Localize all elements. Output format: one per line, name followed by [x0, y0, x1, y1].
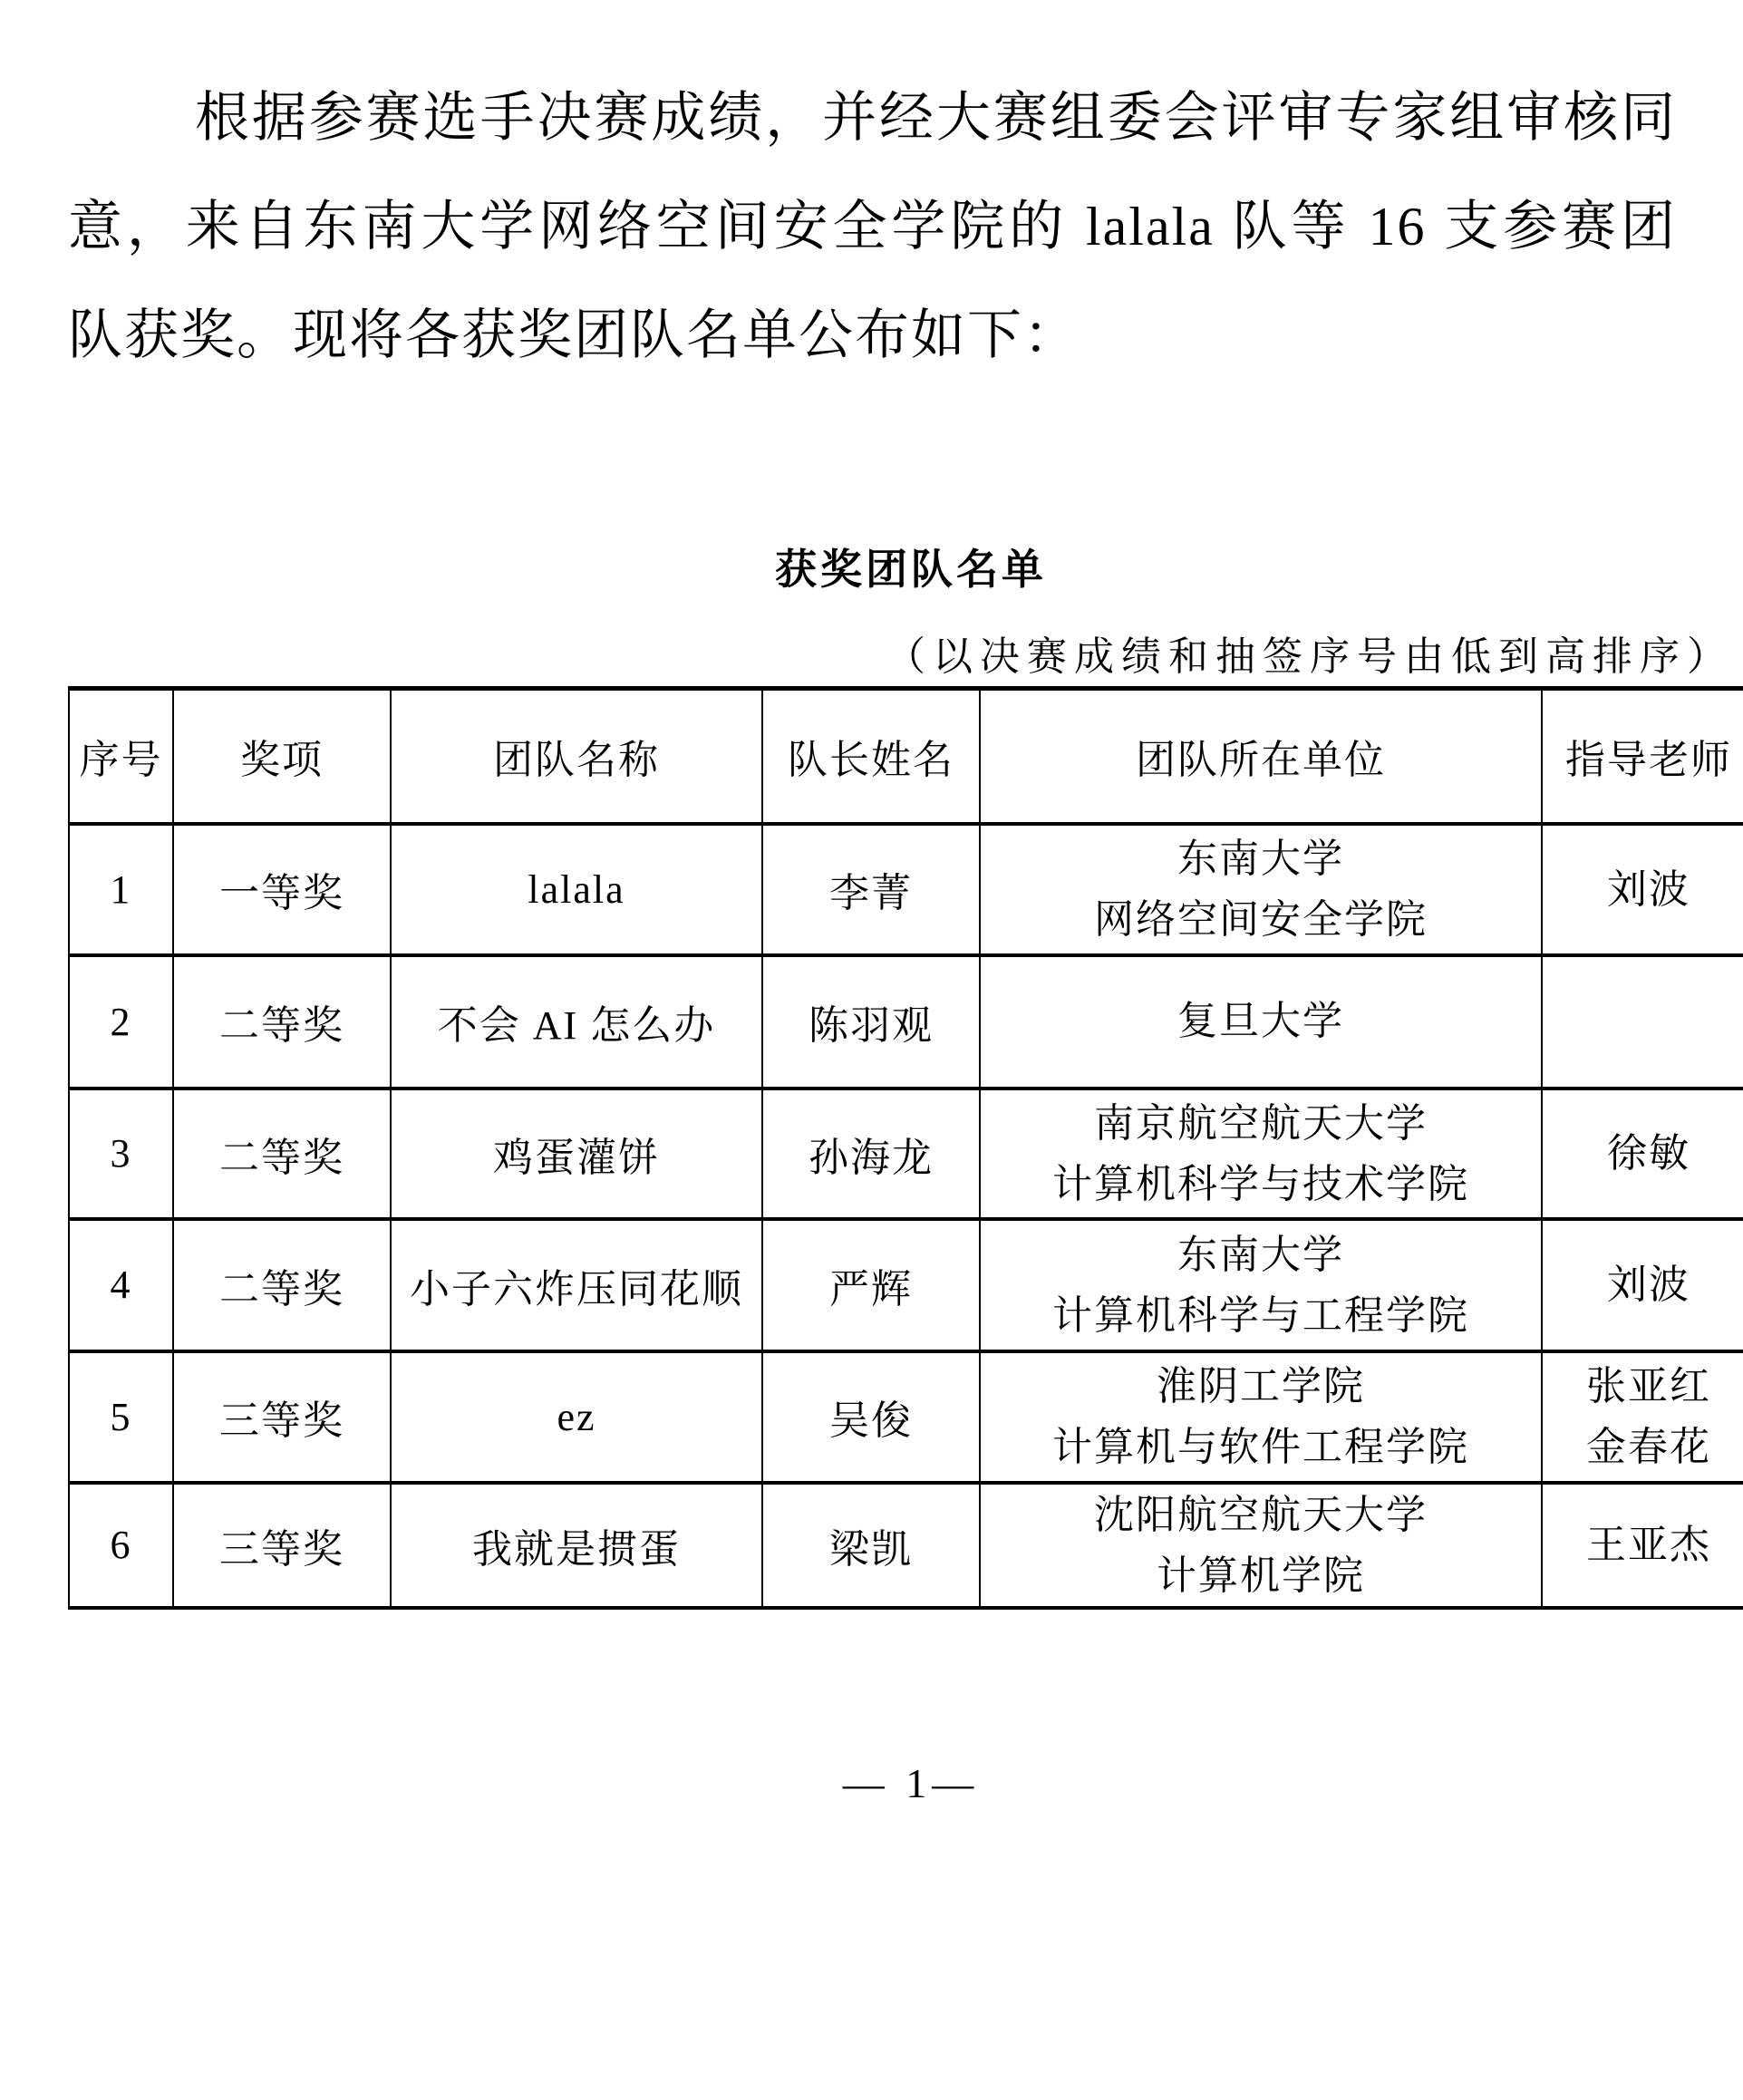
unit-line-2: 计算机科学与技术学院 — [1052, 1161, 1469, 1206]
unit-cell — [980, 1483, 1542, 1608]
table-row-4 — [69, 1219, 1743, 1351]
table-row-2 — [69, 955, 1743, 1089]
teacher-line-1: 王亚杰 — [1586, 1523, 1711, 1567]
table-header-row — [69, 689, 1743, 824]
award-cell: 二等奖 — [173, 1089, 391, 1219]
award-cell: 二等奖 — [173, 955, 391, 1089]
captain-cell: 吴俊 — [762, 1351, 980, 1483]
teacher-cell — [1542, 1089, 1743, 1219]
seq-cell: 2 — [69, 955, 173, 1089]
teacher-line-1: 刘波 — [1607, 866, 1690, 912]
captain-cell: 严辉 — [762, 1219, 980, 1351]
seq-cell: 4 — [69, 1219, 173, 1351]
award-cell: 一等奖 — [173, 824, 391, 955]
team-name-cell: lalala — [391, 824, 762, 955]
awards-table — [68, 686, 1743, 1610]
table-row-5 — [69, 1351, 1743, 1483]
unit-cell — [980, 1219, 1542, 1351]
teacher-cell — [1542, 1351, 1743, 1483]
teacher-line-1: 徐敏 — [1607, 1131, 1690, 1176]
col-header-team-name: 团队名称 — [391, 689, 762, 824]
unit-line-2: 网络空间安全学院 — [1094, 897, 1428, 942]
team-name-cell: 我就是掼蛋 — [391, 1483, 762, 1608]
seq-cell: 5 — [69, 1351, 173, 1483]
unit-line-1: 淮阴工学院 — [1157, 1364, 1365, 1408]
teacher-cell-empty — [1542, 955, 1743, 1089]
captain-cell: 孙海龙 — [762, 1089, 980, 1219]
table-row-6 — [69, 1483, 1743, 1608]
table-row-1 — [69, 824, 1743, 955]
unit-line-1: 东南大学 — [1177, 1232, 1344, 1277]
paragraph-line-3: 队获奖。现将各获奖团队名单公布如下： — [68, 305, 1080, 365]
teacher-cell — [1542, 1219, 1743, 1351]
team-name-cell: ez — [391, 1351, 762, 1483]
seq-cell: 6 — [69, 1483, 173, 1608]
table-row-3 — [69, 1089, 1743, 1219]
captain-cell: 陈羽观 — [762, 955, 980, 1089]
award-cell: 三等奖 — [173, 1483, 391, 1608]
unit-line-1: 东南大学 — [1177, 837, 1344, 881]
unit-line-1: 复旦大学 — [1177, 999, 1344, 1043]
paragraph-line-2: 意，来自东南大学网络空间安全学院的 lalala 队等 16 支参赛团 — [68, 197, 1677, 256]
unit-cell — [980, 1089, 1542, 1219]
col-header-unit: 团队所在单位 — [980, 689, 1542, 824]
unit-cell — [980, 1351, 1542, 1483]
award-list-title: 获奖团队名单 — [775, 546, 1047, 593]
award-cell: 三等奖 — [173, 1351, 391, 1483]
col-header-award: 奖项 — [173, 689, 391, 824]
unit-cell — [980, 955, 1542, 1089]
announcement-paragraph — [68, 63, 1677, 390]
teacher-cell — [1542, 1483, 1743, 1608]
page-number: — 1— — [842, 1760, 980, 1806]
seq-cell: 3 — [69, 1089, 173, 1219]
unit-line-2: 计算机科学与工程学院 — [1052, 1292, 1469, 1338]
unit-line-1: 南京航空航天大学 — [1094, 1100, 1428, 1146]
teacher-line-1: 张亚红 — [1586, 1364, 1711, 1408]
teacher-cell — [1542, 824, 1743, 955]
unit-cell — [980, 824, 1542, 955]
award-cell: 二等奖 — [173, 1219, 391, 1351]
sort-order-note: （以决赛成绩和抽签序号由低到高排序） — [886, 634, 1734, 679]
col-header-teacher: 指导老师 — [1542, 689, 1743, 824]
teacher-line-1: 刘波 — [1607, 1263, 1690, 1307]
team-name-cell: 小子六炸压同花顺 — [391, 1219, 762, 1351]
teacher-line-2: 金春花 — [1586, 1425, 1711, 1469]
unit-line-2: 计算机与软件工程学院 — [1052, 1425, 1469, 1469]
unit-line-1: 沈阳航空航天大学 — [1094, 1492, 1428, 1537]
team-name-cell: 鸡蛋灌饼 — [391, 1089, 762, 1219]
team-name-cell: 不会 AI 怎么办 — [391, 955, 762, 1089]
captain-cell: 梁凯 — [762, 1483, 980, 1608]
paragraph-line-1: 根据参赛选手决赛成绩，并经大赛组委会评审专家组审核同 — [195, 88, 1677, 148]
unit-line-2: 计算机学院 — [1157, 1553, 1365, 1598]
col-header-seq: 序号 — [69, 689, 173, 824]
col-header-captain: 队长姓名 — [762, 689, 980, 824]
captain-cell: 李菁 — [762, 824, 980, 955]
seq-cell: 1 — [69, 824, 173, 955]
